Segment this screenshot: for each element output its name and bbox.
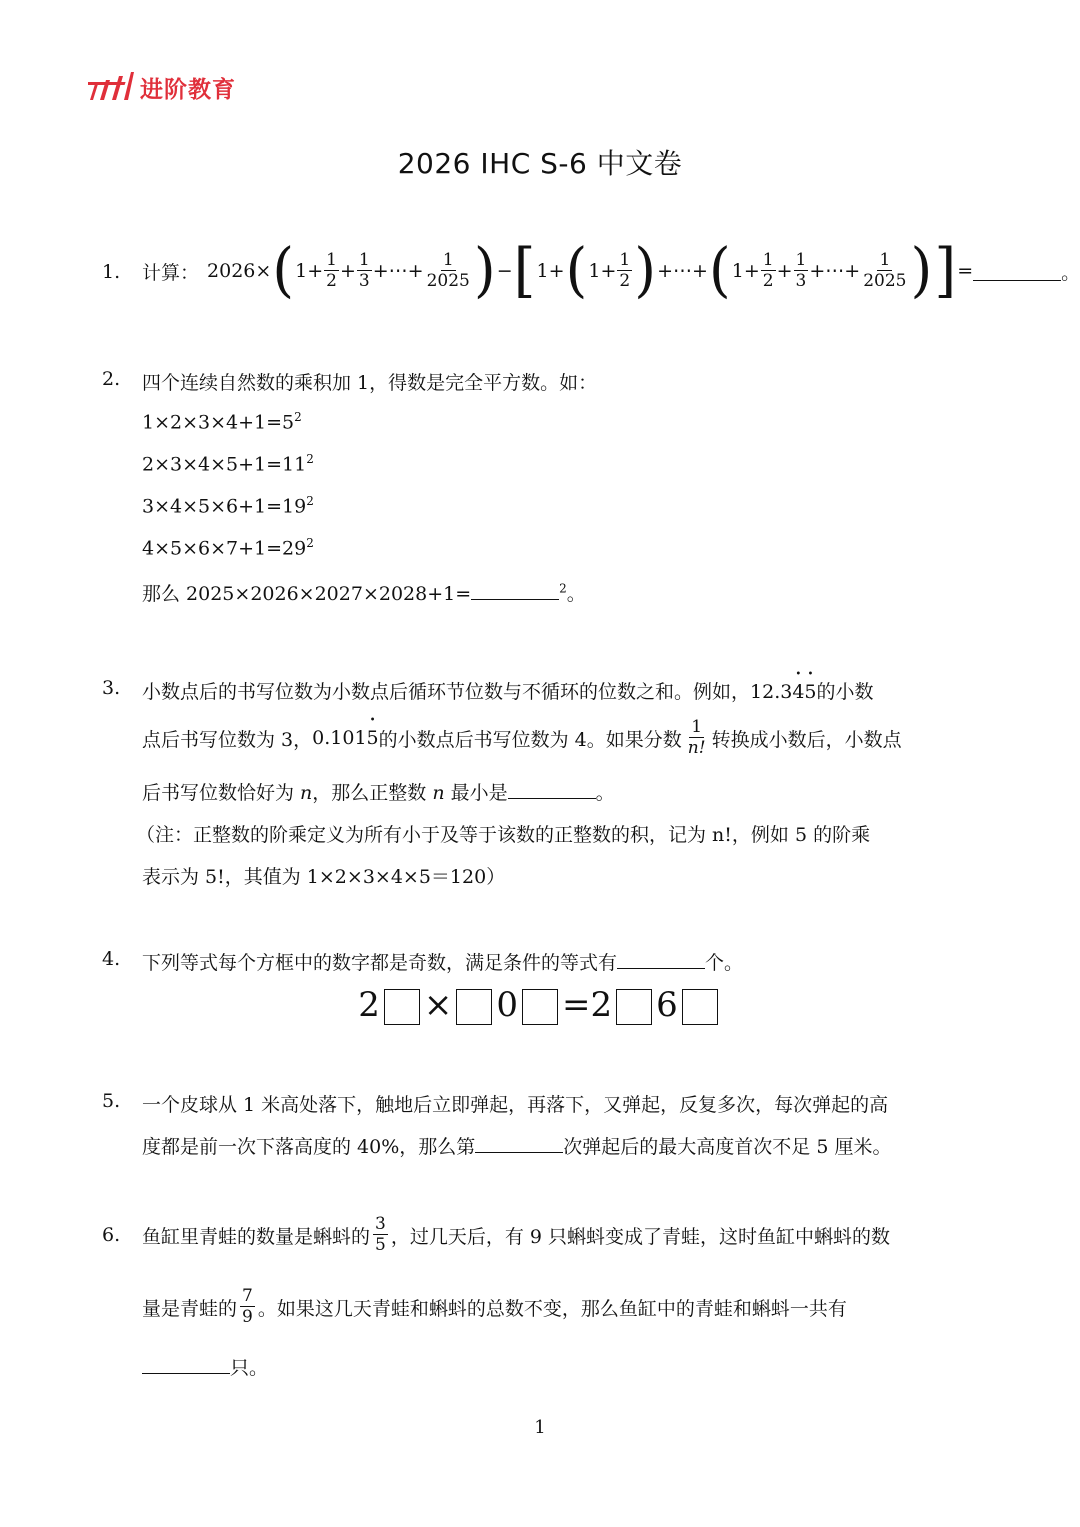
brand-logo [88,70,236,104]
q6-fraction-1 [373,1216,388,1254]
q5-text: 度都是前一次下落高度的 40%，那么第 [142,1136,476,1158]
frac-den: 5 [375,1235,386,1255]
q1-frac-half [761,252,776,290]
frac-den: 2 [762,271,774,291]
brand-mark-icon [88,70,134,104]
digit-box[interactable] [616,989,652,1025]
page-title: 2026 IHC S-6 中文卷 [397,147,683,180]
q2-example-4 [142,536,314,559]
q1-equals: = [957,260,974,282]
q3-line-2 [142,716,902,760]
q1-bracket-open: [ [513,236,536,305]
q1-frac-2025 [425,252,472,290]
frac-num: 1 [762,250,774,270]
q2-ask: 那么 2025×2026×2027×2028+1= [142,583,472,605]
frac-num: 7 [242,1286,253,1306]
frac-num: 1 [691,717,703,737]
q3-var-n: n [300,782,313,804]
q6-text: 鱼缸里青蛙的数量是蝌蚪的 [142,1225,371,1248]
frac-den: 3 [358,271,370,291]
q6-line-3 [142,1353,268,1380]
q6-end: 只。 [230,1357,269,1379]
frac-den: n! [687,738,706,758]
q1-dots: ⋯ [673,260,692,282]
q3-text: 的小数点后书写位数为 4。如果分数 [378,728,682,751]
q2-example-expr: 3×4×5×6+1=19 [142,495,307,518]
frac-num: 1 [326,250,337,270]
q2-example-exp: 2 [306,536,314,550]
q1-term: 1 [588,260,601,282]
q1-op: + [340,260,356,282]
frac-num: 3 [375,1214,386,1234]
page-number: 1 [534,1417,546,1438]
eq-digit: 6 [656,985,678,1025]
q3-text: 点后书写位数为 3， [142,728,313,751]
q5-line-2 [142,1132,891,1159]
eq-times: × [423,985,453,1025]
q1-expression [142,236,1080,305]
q2-example-exp: 2 [306,494,314,508]
brand-name: 进阶教育 [140,76,236,103]
q2-answer-blank[interactable] [471,581,559,600]
q1-term: 1 [536,260,549,282]
q3-answer-blank[interactable] [508,780,596,799]
q3-text: ，那么正整数 [312,782,433,804]
q1-op: + [844,260,861,282]
q6-text: 。如果这几天青蛙和蝌蚪的总数不变，那么鱼缸中的青蛙和蝌蚪一共有 [257,1297,847,1320]
q5-number: 5. [102,1090,121,1112]
q2-example-exp: 2 [306,452,314,466]
q2-example-1 [142,410,302,433]
q3-repeat-digit: • 4 [792,681,804,703]
digit-box[interactable] [456,989,492,1025]
q1-op: + [307,260,324,282]
frac-num: 1 [879,250,891,270]
q1-term: 1 [295,260,308,282]
digit-box[interactable] [682,989,718,1025]
q1-paren-close: ) [473,236,496,305]
q5-answer-blank[interactable] [475,1134,563,1153]
eq-digit: 2 [358,985,380,1025]
q4-text [142,948,743,975]
q2-intro: 四个连续自然数的乘积加 1，得数是完全平方数。如： [142,372,598,394]
q1-bracket-close: ] [934,236,957,305]
q6-number: 6. [102,1224,121,1246]
frac-num: 1 [619,250,631,270]
eq-digit: 0 [496,985,518,1025]
q6-text: ，过几天后，有 9 只蝌蚪变成了青蛙，这时鱼缸中蝌蚪的数 [390,1225,891,1248]
q1-op: + [809,260,826,282]
q6-line-2 [142,1279,847,1335]
q6-answer-blank[interactable] [142,1355,230,1374]
q1-term: 1 [731,260,744,282]
q3-text: 的小数 [816,681,874,703]
q3-end: 。 [595,782,615,804]
q2-number: 2. [102,368,121,390]
frac-den: 2025 [863,271,907,291]
digit-box[interactable] [384,989,420,1025]
q1-number: 1. [102,261,121,283]
q3-repeat-digit: • 5 [367,727,379,749]
q4-equation [0,985,1080,1025]
q3-var-n: n [432,782,445,804]
q1-label: 计算： [142,261,200,284]
frac-num: 1 [795,250,807,270]
q2-example-expr: 1×2×3×4+1=5 [142,411,295,434]
q1-paren-open: ( [708,236,731,305]
frac-den: 9 [242,1307,253,1327]
q6-text: 量是青蛙的 [142,1297,238,1320]
q1-op: + [776,260,793,282]
q3-text: 后书写位数恰好为 [142,782,301,804]
eq-digit: 2 [590,985,613,1025]
q1-op: + [657,260,673,282]
q1-op: + [372,260,389,282]
q3-example-decimal: 12.3 [750,681,793,703]
q1-answer-blank[interactable] [973,262,1061,281]
q2-example-expr: 2×3×4×5+1=11 [142,453,307,476]
q1-paren-close: ) [634,236,657,305]
q3-example-decimal: 0.101 [312,727,367,749]
q1-lead: 2026× [207,260,272,282]
q2-end: 。 [566,583,586,605]
q4-end: 个。 [705,952,744,974]
q2-question [142,579,586,606]
frac-den: 2 [619,271,631,291]
q3-text: 转换成小数后，小数点 [711,728,902,751]
q3-number: 3. [102,677,121,699]
q1-dots: ⋯ [825,260,845,282]
q2-example-3 [142,494,314,517]
q1-frac-third [794,252,809,290]
q5-text: 次弹起后的最大高度首次不足 5 厘米。 [563,1136,892,1158]
q6-line-1 [142,1207,890,1263]
q5-line-1: 一个皮球从 1 米高处落下，触地后立即弹起，再落下，又弹起，反复多次，每次弹起的高 [142,1094,889,1116]
q2-example-expr: 4×5×6×7+1=29 [142,537,307,560]
q1-op: − [496,260,513,282]
q4-number: 4. [102,948,121,970]
q1-op: + [600,260,617,282]
q1-op: + [743,260,760,282]
q3-line-1 [142,677,874,704]
q3-fraction [686,719,708,757]
q4-prompt: 下列等式每个方框中的数字都是奇数，满足条件的等式有 [142,952,618,974]
frac-den: 2 [326,271,337,291]
q1-op: + [692,260,708,282]
q1-frac-half [617,252,632,290]
q1-op: + [548,260,565,282]
q3-repeat-digit: • 5 [804,681,816,703]
q3-note-2: 表示为 5!，其值为 1×2×3×4×5＝120） [142,866,506,888]
q1-dots: ⋯ [388,260,408,282]
eq-equals: = [562,985,591,1025]
digit-box[interactable] [522,989,558,1025]
q3-line-3 [142,778,615,805]
q1-frac-half [324,252,339,290]
q6-fraction-2 [240,1288,255,1326]
q1-paren-open: ( [272,236,295,305]
frac-den: 2025 [426,271,470,291]
q1-paren-close: ) [910,236,933,305]
q3-text: 最小是 [444,782,508,804]
q2-example-exp: 2 [294,410,302,424]
q3-note-1: （注：正整数的阶乘定义为所有小于及等于该数的正整数的积，记为 n!，例如 5 的阶乘 [136,824,871,846]
q2-example-2 [142,452,314,475]
q1-op: + [407,260,424,282]
q1-end: 。 [1061,261,1080,284]
q4-answer-blank[interactable] [617,950,705,969]
q1-paren-open: ( [565,236,588,305]
q1-frac-third [357,252,372,290]
q3-text: 小数点后的书写位数为小数点后循环节位数与不循环的位数之和。例如， [142,681,751,703]
q1-frac-2025 [861,252,908,290]
frac-num: 1 [442,250,454,270]
frac-den: 3 [795,271,807,291]
q2-ask-exp: 2 [559,581,567,596]
frac-num: 1 [358,250,370,270]
